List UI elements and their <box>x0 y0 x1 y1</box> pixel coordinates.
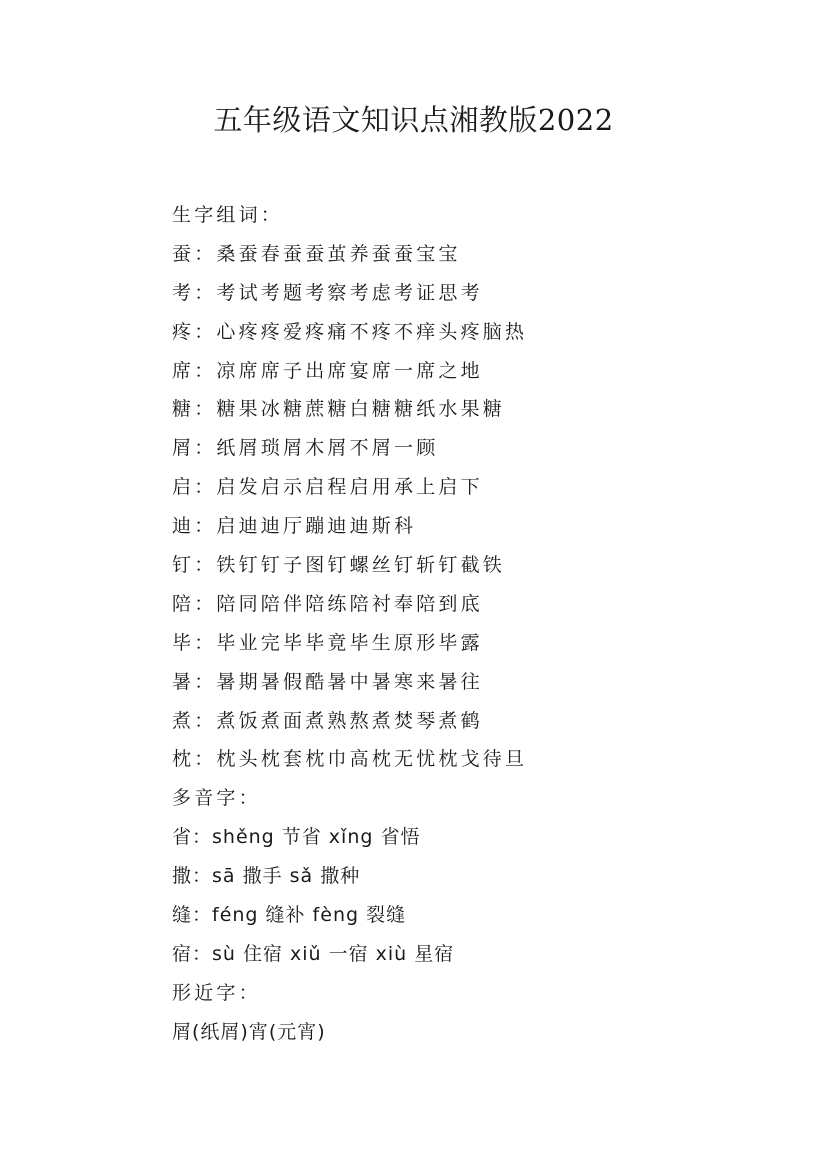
vocab-line-tang: 糖：糖果冰糖蔗糖白糖糖纸水果糖 <box>172 398 506 421</box>
polyphone-line-sheng: 省：shěng 节省 xǐng 省悟 <box>172 826 421 849</box>
polyphone-line-feng: 缝：féng 缝补 fèng 裂缝 <box>172 904 407 927</box>
vocab-line-qi: 启：启发启示启程启用承上启下 <box>172 476 483 499</box>
vocab-line-bi: 毕：毕业完毕毕竟毕生原形毕露 <box>172 631 483 654</box>
section-heading-polyphones: 多音字： <box>172 787 261 810</box>
vocab-line-ding: 钉：铁钉钉子图钉螺丝钉斩钉截铁 <box>172 554 506 577</box>
vocab-line-di: 迪：启迪迪厅蹦迪迪斯科 <box>172 515 417 538</box>
section-heading-similar-chars: 形近字： <box>172 981 261 1004</box>
vocab-line-xie: 屑：纸屑琐屑木屑不屑一顾 <box>172 437 439 460</box>
polyphone-line-su: 宿：sù 住宿 xiǔ 一宿 xiù 星宿 <box>172 942 455 965</box>
vocab-line-shu: 暑：暑期暑假酷暑中暑寒来暑往 <box>172 670 483 693</box>
vocab-line-xi: 席：凉席席子出席宴席一席之地 <box>172 359 483 382</box>
vocab-line-kao: 考：考试考题考察考虑考证思考 <box>172 281 483 304</box>
section-heading-vocabulary: 生字组词： <box>172 204 284 226</box>
polyphone-line-sa: 撒：sā 撒手 sǎ 撒种 <box>172 865 361 888</box>
vocab-line-can: 蚕：桑蚕春蚕蚕茧养蚕蚕宝宝 <box>172 242 461 265</box>
vocab-line-zhen: 枕：枕头枕套枕巾高枕无忧枕戈待旦 <box>172 748 528 771</box>
similar-char-line: 屑(纸屑)宵(元宵) <box>172 1020 326 1043</box>
vocab-line-teng: 疼：心疼疼爱疼痛不疼不痒头疼脑热 <box>172 320 528 343</box>
vocab-line-zhu: 煮：煮饭煮面煮熟熬煮焚琴煮鹤 <box>172 709 483 732</box>
document-body <box>172 196 772 1052</box>
document-title: 五年级语文知识点湘教版2022 <box>213 103 614 137</box>
vocab-line-pei: 陪：陪同陪伴陪练陪衬奉陪到底 <box>172 592 483 615</box>
